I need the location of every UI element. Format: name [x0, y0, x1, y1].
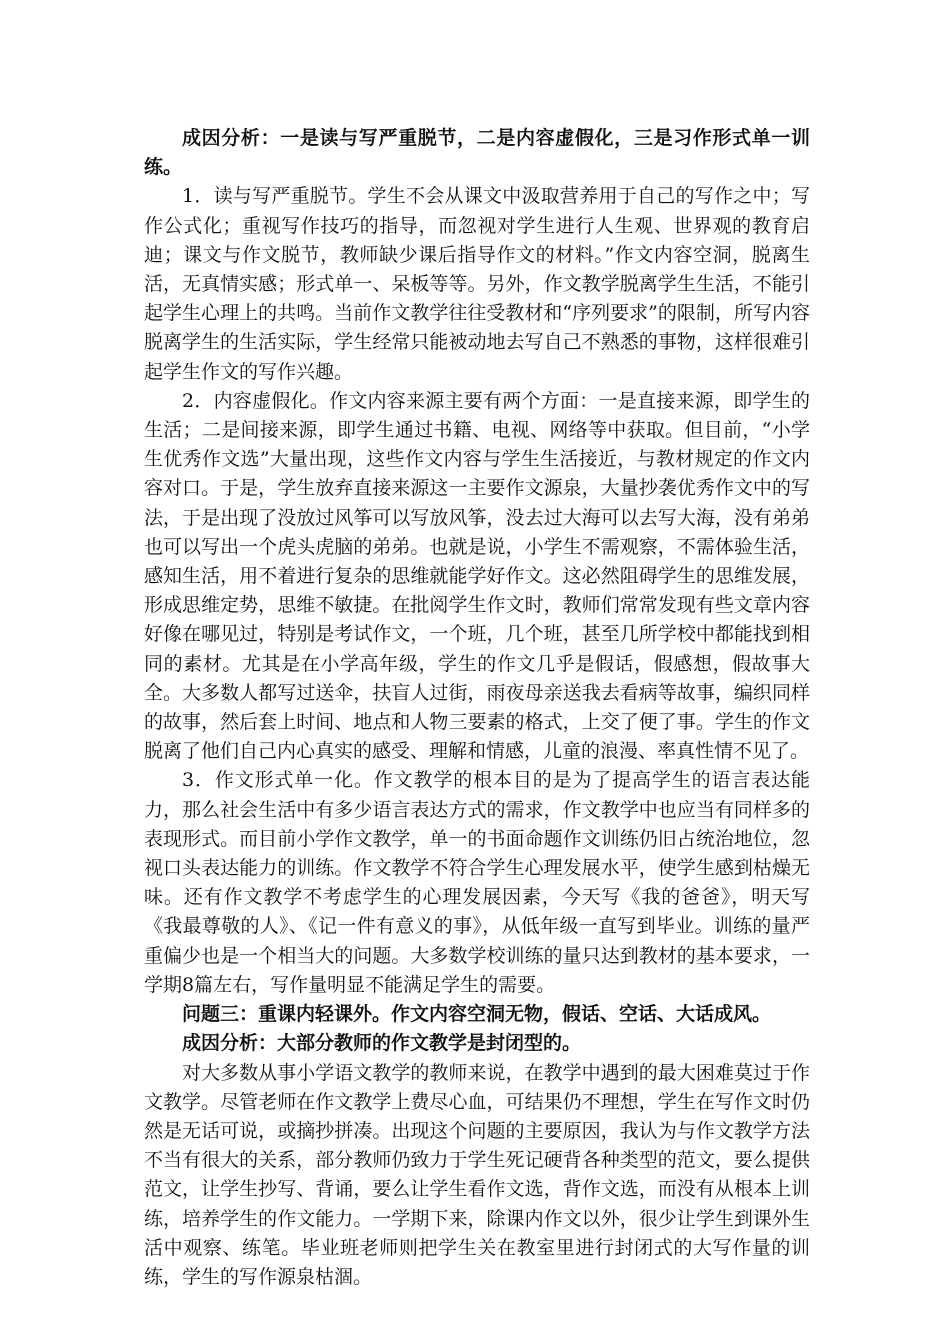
analysis-heading-2: 成因分析：大部分教师的作文教学是封闭型的。: [182, 1032, 582, 1055]
paragraph-read-write-disconnect: 1．读与写严重脱节。学生不会从课文中汲取营养用于自己的写作之中；写作公式化；重视写作技巧的指导，而忽视对学生进行人生观、世界观的教育启迪；课文与作文脱节，教师缺少课后指导作文的材料。”作文内容空洞，脱离生活，无真情实感；形式单一、呆板等等。另外，作文教学脱离学生生活，不能引起学生心理上的共鸣。当前作文教学往往受教材和“序列要求”的限制，所写内容脱离学生的生活实际，学生经常只能被动地去写自己不熟悉的事物，这样很难引起学生作文的写作兴趣。: [144, 185, 810, 383]
document-body: [144, 124, 810, 1292]
problem-three-heading: 问题三：重课内轻课外。作文内容空洞无物，假话、空话、大话成风。: [182, 1003, 772, 1026]
analysis-heading-1: 成因分析：一是读与写严重脱节，二是内容虚假化，三是习作形式单一训练。: [144, 127, 810, 179]
paragraph-content-falsification: 2．内容虚假化。作文内容来源主要有两个方面：一是直接来源，即学生的生活；二是间接来源，即学生通过书籍、电视、网络等中获取。但目前，“小学生优秀作文选”大量出现，这些作文内容与学生生活接近，与教材规定的作文内容对口。于是，学生放弃直接来源这一主要作文源泉，大量抄袭优秀作文中的写法，于是出现了没放过风筝可以写放风筝，没去过大海可以去写大海，没有弟弟也可以写出一个虎头虎脑的弟弟。也就是说，小学生不需观察，不需体验生活，感知生活，用不着进行复杂的思维就能学好作文。这必然阻碍学生的思维发展，形成思维定势，思维不敏捷。在批阅学生作文时，教师们常常发现有些文章内容好像在哪见过，特别是考试作文，一个班，几个班，甚至几所学校中都能找到相同的素材。尤其是在小学高年级，学生的作文几乎是假话，假感想，假故事大全。大多数人都写过送伞，扶盲人过街，雨夜母亲送我去看病等故事，编织同样的故事，然后套上时间、地点和人物三要素的格式，上交了便了事。学生的作文脱离了他们自己内心真实的感受、理解和情感，儿童的浪漫、率真性情不见了。: [144, 389, 810, 763]
paragraph-closed-teaching: 对大多数从事小学语文教学的教师来说，在教学中遇到的最大困难莫过于作文教学。尽管老师在作文教学上费尽心血，可结果仍不理想，学生在写作文时仍然是无话可说，或摘抄拼凑。出现这个问题的主要原因，我认为与作文教学方法不当有很大的关系，部分教师仍致力于学生死记硬背各种类型的范文，要么提供范文，让学生抄写、背诵，要么让学生看作文选，背作文选，而没有从根本上训练，培养学生的作文能力。一学期下来，除课内作文以外，很少让学生到课外生活中观察、练笔。毕业班老师则把学生关在教室里进行封闭式的大写作量的训练，学生的写作源泉枯涸。: [144, 1061, 810, 1288]
paragraph-single-form: 3．作文形式单一化。作文教学的根本目的是为了提高学生的语言表达能力，那么社会生活中有多少语言表达方式的需求，作文教学中也应当有同样多的表现形式。而目前小学作文教学，单一的书面命题作文训练仍旧占统治地位，忽视口头表达能力的训练。作文教学不符合学生心理发展水平，使学生感到枯燥无味。还有作文教学不考虑学生的心理发展因素，今天写《我的爸爸》，明天写《我最尊敬的人》、《记一件有意义的事》，从低年级一直写到毕业。训练的量严重偏少也是一个相当大的问题。大多数学校训练的量只达到教材的基本要求，一学期8篇左右，写作量明显不能满足学生的需要。: [144, 769, 810, 996]
